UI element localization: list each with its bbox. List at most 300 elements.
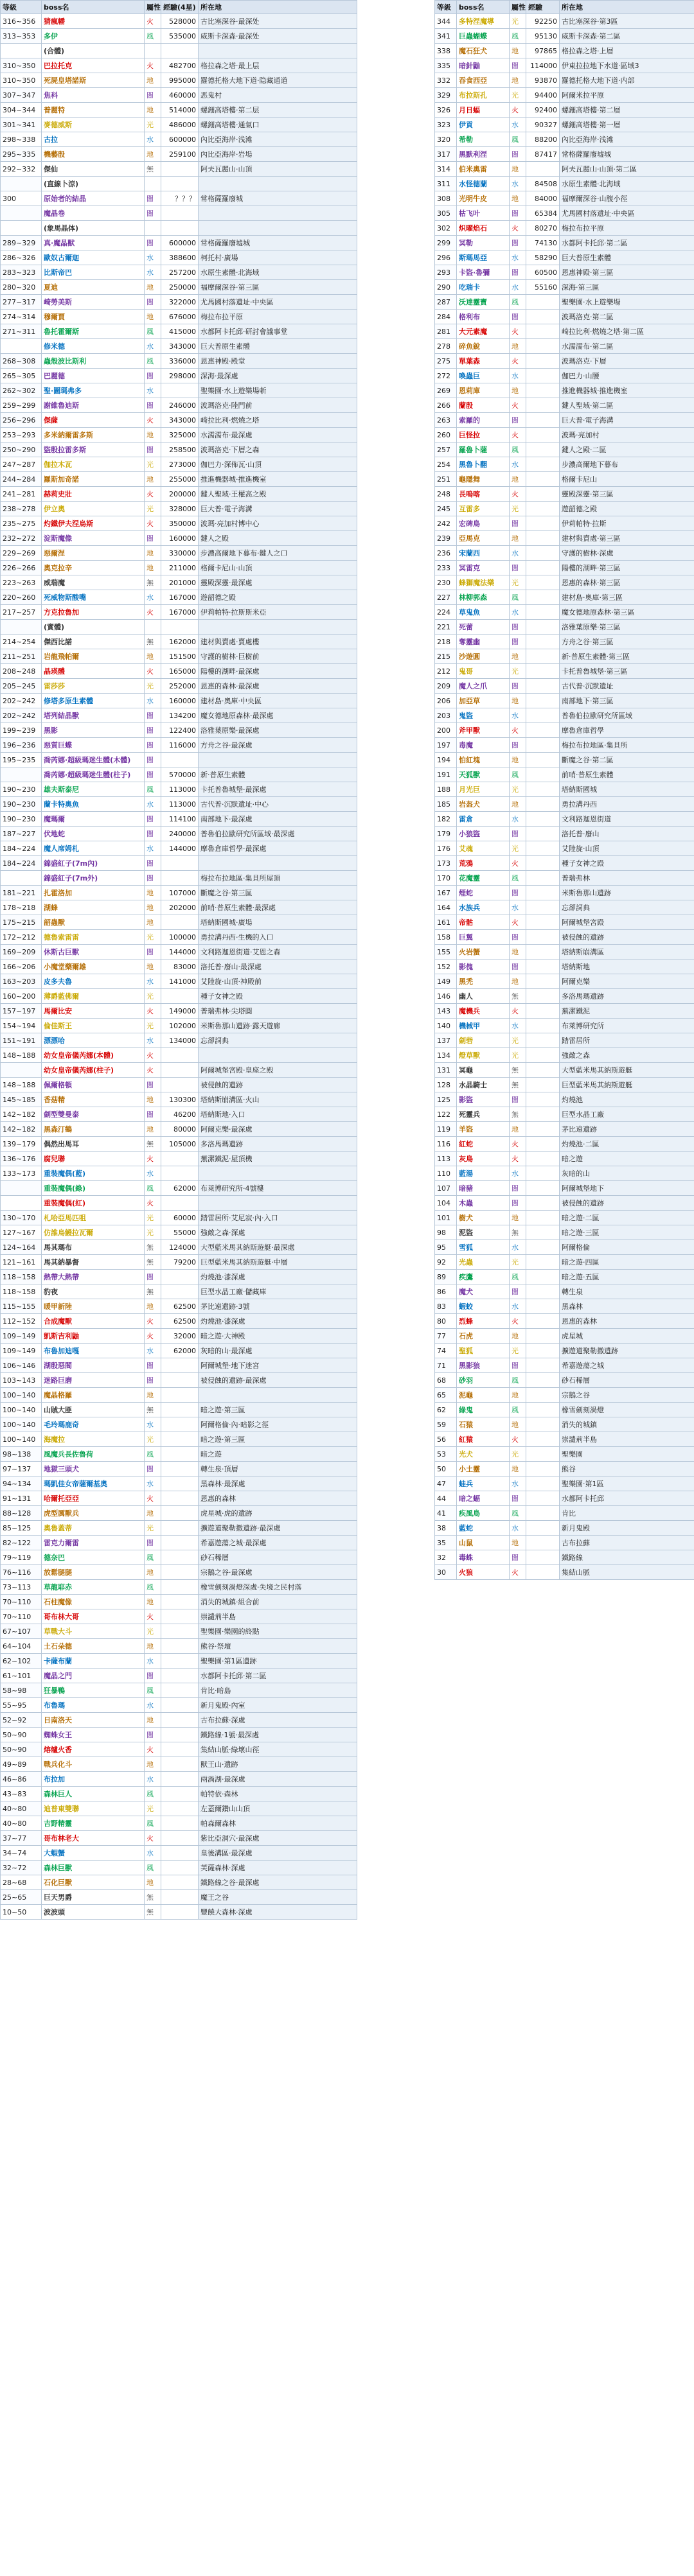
level-cell: 257 <box>435 442 457 457</box>
boss-name-cell: 多伊 <box>42 29 145 44</box>
table-row <box>435 132 694 147</box>
location-cell: 摩魯倉庫哲學·最深處 <box>199 841 357 856</box>
table-row <box>1 118 357 132</box>
boss-name-cell: 魔機兵 <box>457 1004 510 1019</box>
location-cell: 兩渦湖·最深處 <box>199 1772 357 1787</box>
table-row <box>1 339 357 354</box>
table-row <box>1 1521 357 1536</box>
exp-cell <box>526 1240 560 1255</box>
location-cell: 灰暗的山·最深處 <box>199 1344 357 1358</box>
element-cell: 風 <box>510 767 526 782</box>
boss-name-cell: (直線卜涼) <box>42 177 145 191</box>
level-cell: 341 <box>435 29 457 44</box>
location-cell: 暗之遊 <box>199 1447 357 1462</box>
element-cell: 水 <box>145 797 161 812</box>
table-row <box>1 708 357 723</box>
table-row <box>435 1107 694 1122</box>
boss-name-cell: 怕紅塊 <box>457 753 510 767</box>
element-cell: 火 <box>145 516 161 531</box>
table-row <box>1 1624 357 1639</box>
table-row <box>1 265 357 280</box>
boss-name-cell: (象馬晶体) <box>42 221 145 236</box>
location-cell: 水濡濡布·最深處 <box>199 428 357 442</box>
location-cell: 巨大普·電子海溝 <box>560 413 694 428</box>
location-cell: 阿爾城堡·地下迷宮 <box>199 1358 357 1373</box>
table-row <box>435 679 694 694</box>
location-cell: 轉生泉 <box>560 1284 694 1299</box>
boss-name-cell: 蛙兵 <box>457 1476 510 1491</box>
exp-cell: 482700 <box>161 58 199 73</box>
header-element: 屬性 <box>145 1 161 14</box>
exp-cell <box>161 1358 199 1373</box>
exp-cell: 528000 <box>161 14 199 29</box>
level-cell <box>1 1063 42 1078</box>
location-cell: 柯托村·廣場 <box>199 250 357 265</box>
boss-name-cell: 艾魂 <box>457 841 510 856</box>
location-cell: 格拉森之塔·上層 <box>560 44 694 58</box>
table-row <box>1 502 357 516</box>
table-row <box>1 767 357 782</box>
table-row <box>435 162 694 177</box>
boss-name-cell: 雪狐 <box>457 1240 510 1255</box>
level-cell: 46~86 <box>1 1772 42 1787</box>
element-cell: 地 <box>510 472 526 487</box>
element-cell: 風 <box>145 354 161 369</box>
location-cell <box>199 44 357 58</box>
level-cell: 172~212 <box>1 930 42 945</box>
element-cell: 闇 <box>510 635 526 649</box>
boss-name-cell: 巨怪拉 <box>457 428 510 442</box>
boss-name-cell: 燈草獸 <box>457 1048 510 1063</box>
location-cell: 灼燒池 <box>560 1092 694 1107</box>
boss-name-cell: 真·魔晶獸 <box>42 236 145 250</box>
exp-cell <box>526 1447 560 1462</box>
element-cell: 地 <box>145 310 161 324</box>
level-cell: 50~90 <box>1 1742 42 1757</box>
exp-cell <box>161 44 199 58</box>
exp-cell: 124000 <box>161 1240 199 1255</box>
element-cell: 闇 <box>145 1270 161 1284</box>
level-cell: 10~50 <box>1 1905 42 1920</box>
exp-cell <box>161 1609 199 1624</box>
exp-cell <box>526 1211 560 1225</box>
header-element: 屬性 <box>510 1 526 14</box>
level-cell: 44 <box>435 1491 457 1506</box>
location-cell: 希嘉遊蕩之城 <box>560 1358 694 1373</box>
exp-cell: 167000 <box>161 590 199 605</box>
table-row <box>435 236 694 250</box>
element-cell: 火 <box>145 1314 161 1329</box>
element-cell: 光 <box>510 1033 526 1048</box>
location-cell: 阿爾克樂 <box>560 974 694 989</box>
boss-name-cell: 藍湯 <box>457 1166 510 1181</box>
boss-name-cell: 火狼 <box>457 1565 510 1580</box>
table-row <box>1 1344 357 1358</box>
element-cell: 火 <box>510 354 526 369</box>
element-cell: 地 <box>510 1462 526 1476</box>
boss-name-cell: 石柱魔像 <box>42 1595 145 1609</box>
table-row <box>1 58 357 73</box>
location-cell: 鐵路線之谷·最深處 <box>199 1875 357 1890</box>
element-cell: 光 <box>145 989 161 1004</box>
level-cell <box>1 1181 42 1196</box>
element-cell: 闇 <box>145 738 161 753</box>
level-cell: 289~329 <box>1 236 42 250</box>
location-cell: 尤馬國村落遺址·中央區 <box>199 295 357 310</box>
exp-cell: 60500 <box>526 265 560 280</box>
table-row <box>1 383 357 398</box>
exp-cell <box>526 1403 560 1417</box>
element-cell: 風 <box>510 1506 526 1521</box>
boss-name-cell: 大蝦蟹 <box>42 1846 145 1861</box>
boss-name-cell: 修米德 <box>42 339 145 354</box>
level-cell: 305 <box>435 206 457 221</box>
boss-name-cell: 雷莎莎 <box>42 679 145 694</box>
location-cell: 阿爾米拉平原 <box>560 88 694 103</box>
element-cell: 闇 <box>145 871 161 886</box>
element-cell: 水 <box>145 694 161 708</box>
location-cell: 卡托普魯城堡·第三區 <box>560 664 694 679</box>
exp-cell <box>161 1890 199 1905</box>
element-cell: 火 <box>145 58 161 73</box>
boss-name-cell: 放鬆腿腿 <box>42 1565 145 1580</box>
table-row <box>1 1063 357 1078</box>
table-row <box>1 1536 357 1550</box>
location-cell: 橡雪劍刻渦燈深處·失境之民村落 <box>199 1580 357 1595</box>
element-cell: 光 <box>510 782 526 797</box>
location-cell: 消失的城鎮 <box>560 1417 694 1432</box>
exp-cell <box>526 413 560 428</box>
boss-name-cell: 月光巨 <box>457 782 510 797</box>
table-row <box>435 1462 694 1476</box>
location-cell: 古布拉蘇 <box>560 1536 694 1550</box>
element-cell: 闇 <box>510 827 526 841</box>
location-cell: 灼燒池·二區 <box>560 1137 694 1152</box>
level-cell: 148~188 <box>1 1048 42 1063</box>
table-row <box>435 206 694 221</box>
element-cell <box>145 620 161 635</box>
level-cell: 100~140 <box>1 1403 42 1417</box>
location-cell: 水都阿卡托邱·第二區 <box>199 1669 357 1683</box>
element-cell: 水 <box>145 1166 161 1181</box>
location-cell: 威斯卡深森·第二區 <box>560 29 694 44</box>
table-row <box>435 812 694 827</box>
element-cell: 火 <box>510 1565 526 1580</box>
level-cell: 251 <box>435 472 457 487</box>
level-cell: 71 <box>435 1358 457 1373</box>
level-cell: 133~173 <box>1 1166 42 1181</box>
boss-name-cell: 合成魔獸 <box>42 1314 145 1329</box>
exp-cell: 160000 <box>161 531 199 546</box>
element-cell: 光 <box>145 1801 161 1816</box>
exp-cell: 330000 <box>161 546 199 561</box>
level-cell: 242 <box>435 516 457 531</box>
location-cell: 巨大普·電子海溝 <box>199 502 357 516</box>
location-cell: 茅比遠遺跡 <box>560 1122 694 1137</box>
level-cell: 230 <box>435 575 457 590</box>
location-cell: 羅德托格大地下道·隐藏通道 <box>199 73 357 88</box>
level-cell: 142~182 <box>1 1122 42 1137</box>
element-cell: 火 <box>510 487 526 502</box>
element-cell: 水 <box>510 812 526 827</box>
element-cell: 無 <box>145 1403 161 1417</box>
table-row <box>1 635 357 649</box>
level-cell: 157~197 <box>1 1004 42 1019</box>
boss-name-cell: 帝骷 <box>457 915 510 930</box>
element-cell: 闇 <box>510 930 526 945</box>
level-cell: 190~230 <box>1 782 42 797</box>
exp-cell <box>526 1270 560 1284</box>
element-cell: 地 <box>510 694 526 708</box>
element-cell: 風 <box>510 1270 526 1284</box>
element-cell: 闇 <box>145 812 161 827</box>
level-cell: 161 <box>435 915 457 930</box>
element-cell: 水 <box>145 974 161 989</box>
level-cell: 166~206 <box>1 959 42 974</box>
level-cell: 271~311 <box>1 324 42 339</box>
exp-cell <box>526 679 560 694</box>
table-row <box>1 177 357 191</box>
boss-name-cell: 德奈巴 <box>42 1550 145 1565</box>
element-cell: 地 <box>145 428 161 442</box>
element-cell: 火 <box>145 1152 161 1166</box>
level-cell: 115~155 <box>1 1299 42 1314</box>
location-cell: 聖樂園 <box>560 1447 694 1462</box>
element-cell: 闇 <box>145 708 161 723</box>
table-row <box>1 147 357 162</box>
level-cell: 62~102 <box>1 1654 42 1669</box>
level-cell: 65 <box>435 1388 457 1403</box>
exp-cell <box>526 1373 560 1388</box>
boss-name-cell: 光明牛皮 <box>457 191 510 206</box>
exp-cell <box>161 1846 199 1861</box>
boss-name-cell: 卡盜·魯彌 <box>457 265 510 280</box>
level-cell: 73~113 <box>1 1580 42 1595</box>
level-cell: 98 <box>435 1225 457 1240</box>
boss-name-cell: 冥勒 <box>457 236 510 250</box>
table-row <box>1 1122 357 1137</box>
level-cell: 113 <box>435 1152 457 1166</box>
table-row <box>1 649 357 664</box>
exp-cell: 100000 <box>161 930 199 945</box>
table-row <box>1 1048 357 1063</box>
exp-cell <box>161 1565 199 1580</box>
level-cell: 130~170 <box>1 1211 42 1225</box>
exp-cell <box>526 945 560 959</box>
level-cell: 223~263 <box>1 575 42 590</box>
level-cell: 152 <box>435 959 457 974</box>
table-row <box>1 324 357 339</box>
location-cell: 聖樂園·水上遊樂場斬 <box>199 383 357 398</box>
table-row <box>1 945 357 959</box>
element-cell: 水 <box>510 177 526 191</box>
element-cell: 光 <box>510 1048 526 1063</box>
location-cell: 強敵之森·深處 <box>199 1225 357 1240</box>
element-cell: 無 <box>145 1284 161 1299</box>
location-cell: 靈殿深靈·最深處 <box>199 575 357 590</box>
exp-cell: 151500 <box>161 649 199 664</box>
table-row <box>1 487 357 502</box>
exp-cell <box>526 1388 560 1403</box>
element-cell: 水 <box>510 280 526 295</box>
table-row <box>435 1211 694 1225</box>
level-cell: 320 <box>435 132 457 147</box>
exp-cell <box>526 812 560 827</box>
location-cell: 被侵蝕的遺跡·最深處 <box>199 1373 357 1388</box>
level-cell: 215 <box>435 649 457 664</box>
exp-cell <box>526 974 560 989</box>
element-cell: 光 <box>510 664 526 679</box>
table-row <box>435 1388 694 1403</box>
boss-name-cell: 砂羽 <box>457 1373 510 1388</box>
boss-name-cell: 焦科 <box>42 88 145 103</box>
level-cell: 214~254 <box>1 635 42 649</box>
level-cell: 68 <box>435 1373 457 1388</box>
element-cell: 闇 <box>510 310 526 324</box>
location-cell: 深海·第三區 <box>560 280 694 295</box>
exp-cell: 87417 <box>526 147 560 162</box>
exp-cell: 92400 <box>526 103 560 118</box>
table-row <box>435 1152 694 1166</box>
table-row <box>435 73 694 88</box>
element-cell: 闇 <box>510 206 526 221</box>
exp-cell: 84000 <box>526 191 560 206</box>
location-cell: 新月鬼殿 <box>560 1521 694 1536</box>
table-row <box>1 1152 357 1166</box>
level-cell: 179 <box>435 827 457 841</box>
location-cell: 普魯伯拉歐研究所區域·最深處 <box>199 827 357 841</box>
boss-name-cell: 錦盛紅子(7m內) <box>42 856 145 871</box>
exp-cell <box>526 310 560 324</box>
element-cell: 風 <box>145 1447 161 1462</box>
level-cell: 326 <box>435 103 457 118</box>
location-cell: 阿爾格倫 <box>560 1240 694 1255</box>
exp-cell <box>526 561 560 575</box>
boss-name-cell: 巴拉托克 <box>42 58 145 73</box>
exp-cell <box>161 871 199 886</box>
boss-name-cell: 冥龜 <box>457 1063 510 1078</box>
boss-name-cell: 死蕾 <box>457 620 510 635</box>
boss-name-cell: 水族兵 <box>457 900 510 915</box>
level-cell: 128 <box>435 1078 457 1092</box>
boss-name-cell: 威瑞魔 <box>42 575 145 590</box>
location-cell: 恩惠的森林·第三區 <box>560 575 694 590</box>
level-cell: 286~326 <box>1 250 42 265</box>
boss-name-cell: 蟲殼波比斯利 <box>42 354 145 369</box>
level-cell: 118~158 <box>1 1270 42 1284</box>
location-cell: 伽巴力·山腰 <box>560 369 694 383</box>
exp-cell <box>526 531 560 546</box>
location-cell: 推進機器城·推進機室 <box>199 472 357 487</box>
table-row <box>1 413 357 428</box>
element-cell: 火 <box>145 1004 161 1019</box>
level-cell: 188 <box>435 782 457 797</box>
location-cell: 波瑪洛克·第二區 <box>560 310 694 324</box>
element-cell: 無 <box>145 1255 161 1270</box>
boss-name-cell: 幼女皇帝儀芮娜(柱子) <box>42 1063 145 1078</box>
location-cell: 獸王山·遺跡 <box>199 1757 357 1772</box>
boss-name-cell: 影盜 <box>457 1092 510 1107</box>
exp-cell <box>161 1580 199 1595</box>
element-cell: 火 <box>145 1609 161 1624</box>
table-row <box>1 428 357 442</box>
location-cell: 鐵路線·1號·最深處 <box>199 1728 357 1742</box>
mini-boss-table <box>434 0 694 1580</box>
level-cell: 64~104 <box>1 1639 42 1654</box>
level-cell: 323 <box>435 118 457 132</box>
location-cell: 建材島·奧庫·中央區 <box>199 694 357 708</box>
element-cell: 闇 <box>145 1358 161 1373</box>
exp-cell: 55160 <box>526 280 560 295</box>
level-cell <box>1 767 42 782</box>
table-row <box>1 1565 357 1580</box>
location-cell: 肯比·暗島 <box>199 1683 357 1698</box>
element-cell: 闇 <box>145 236 161 250</box>
exp-cell <box>526 1092 560 1107</box>
boss-name-cell: 吃瑞卡 <box>457 280 510 295</box>
boss-name-cell: 日南洛天 <box>42 1713 145 1728</box>
exp-cell: 252000 <box>161 679 199 694</box>
exp-cell: 83000 <box>161 959 199 974</box>
exp-cell: 105000 <box>161 1137 199 1152</box>
level-cell: 226~266 <box>1 561 42 575</box>
element-cell: 闇 <box>145 1728 161 1742</box>
mini-boss-table-body <box>435 14 694 1580</box>
location-cell: 羅德托格大地下道·内部 <box>560 73 694 88</box>
location-cell: 強敵之森 <box>560 1048 694 1063</box>
level-cell: 256~296 <box>1 413 42 428</box>
element-cell: 火 <box>145 1831 161 1846</box>
exp-cell <box>526 1536 560 1550</box>
location-cell: 前哨·普原生素體·最深處 <box>199 900 357 915</box>
table-row <box>435 1063 694 1078</box>
boss-name-cell: 豹夜 <box>42 1284 145 1299</box>
table-row <box>1 1491 357 1506</box>
level-cell: 284 <box>435 310 457 324</box>
level-cell: 233 <box>435 561 457 575</box>
element-cell: 無 <box>510 1225 526 1240</box>
boss-name-cell: 凱斯吉利鼬 <box>42 1329 145 1344</box>
element-cell: 水 <box>510 546 526 561</box>
element-cell: 風 <box>510 871 526 886</box>
location-cell: 大型藍米馬其納斯遊艇·最深處 <box>199 1240 357 1255</box>
location-cell <box>199 221 357 236</box>
element-cell: 風 <box>145 1550 161 1565</box>
location-cell: 福摩爾深谷·山腹小徑 <box>560 191 694 206</box>
main-boss-table-body <box>1 14 357 1920</box>
boss-name-cell: 布拉斯孔 <box>457 88 510 103</box>
location-cell: 伊莉帕特·拉斯 <box>560 516 694 531</box>
exp-cell: 80270 <box>526 221 560 236</box>
element-cell: 光 <box>510 1447 526 1462</box>
boss-name-cell: 傑仙 <box>42 162 145 177</box>
element-cell: 地 <box>510 649 526 664</box>
exp-cell <box>161 1713 199 1728</box>
level-cell: 260 <box>435 428 457 442</box>
main-boss-table-header <box>1 1 357 14</box>
location-cell: 巨大普原生素體 <box>560 250 694 265</box>
boss-name-cell: 亞馬克 <box>457 531 510 546</box>
exp-cell: 160000 <box>161 694 199 708</box>
boss-name-cell: 伊貢 <box>457 118 510 132</box>
level-cell: 176 <box>435 841 457 856</box>
exp-cell <box>161 1166 199 1181</box>
table-row <box>435 369 694 383</box>
location-cell: 布萊博研究所·4號樓 <box>199 1181 357 1196</box>
level-cell: 70~110 <box>1 1595 42 1609</box>
boss-name-cell: 紅猿 <box>457 1432 510 1447</box>
table-row <box>435 561 694 575</box>
